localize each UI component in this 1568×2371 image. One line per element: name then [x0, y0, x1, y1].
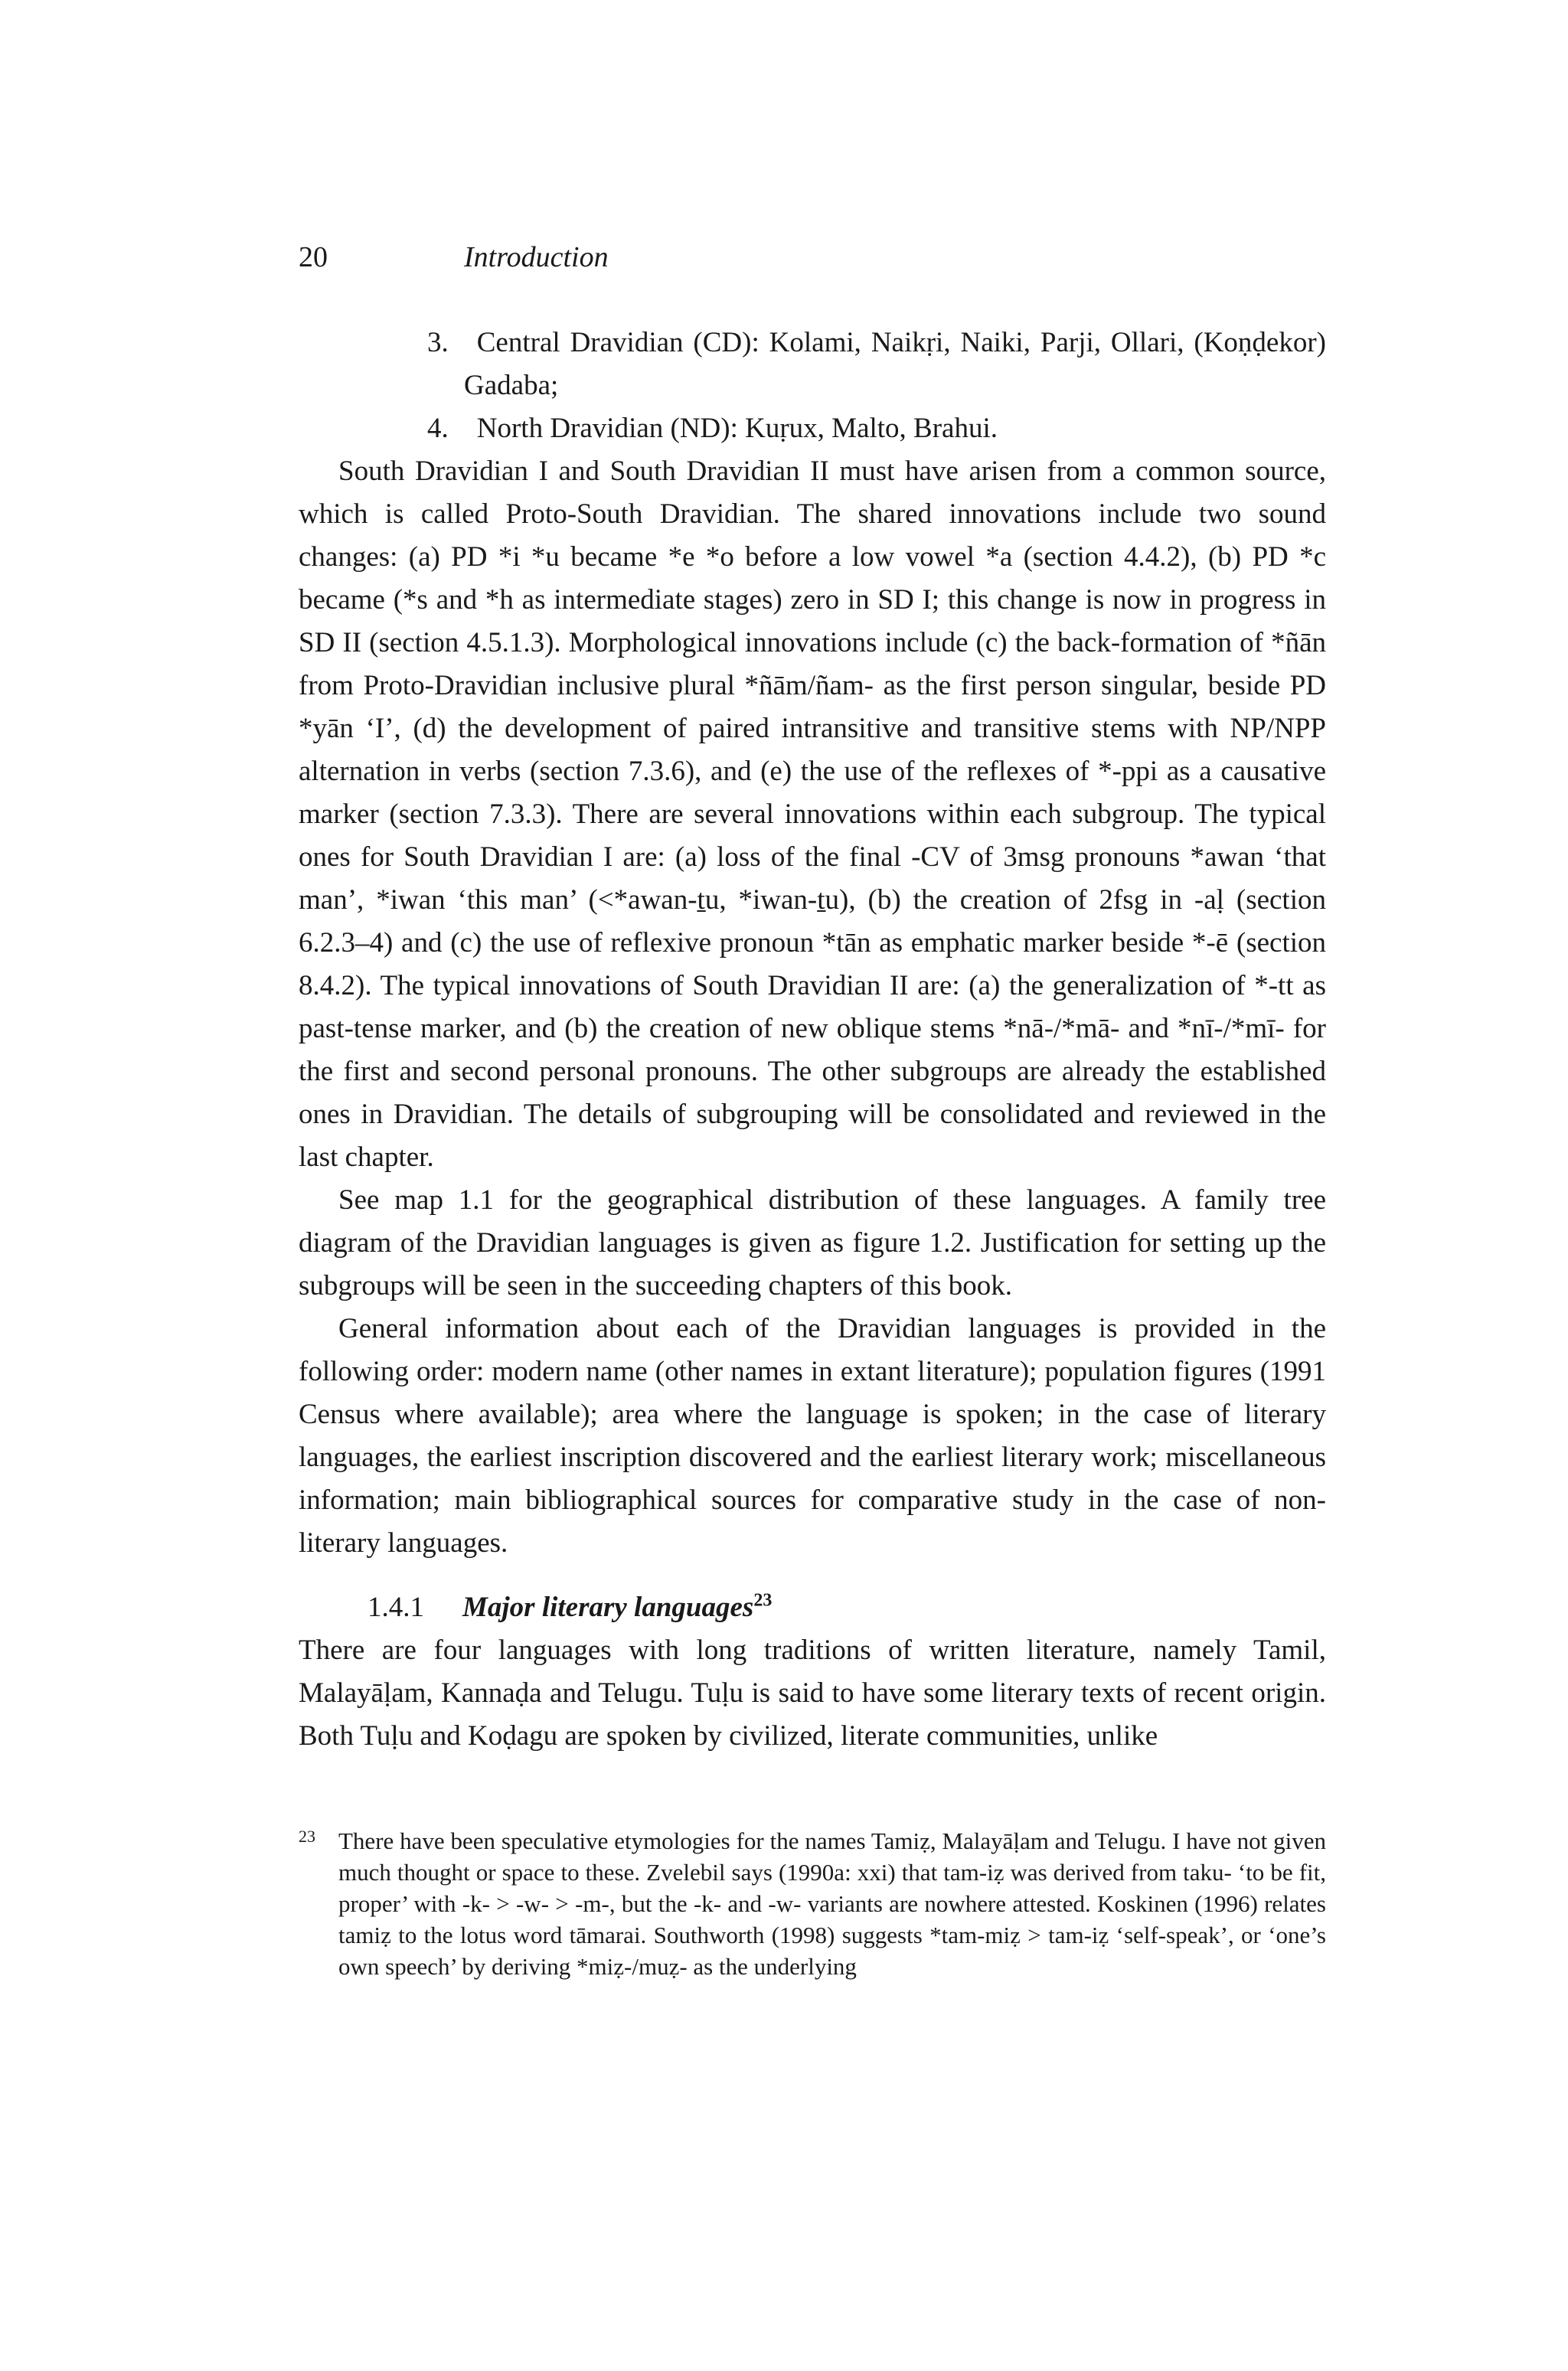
paragraph-map-reference: See map 1.1 for the geographical distribution of these languages. A family tree diagram of the Dravidian languages is given as figure 1.2. Justification for setting up the subgroups will be seen in the succeeding chapters of this book.: [299, 1184, 1326, 1301]
paragraph-general-information: General information about each of the Dravidian languages is provided in the following order: modern name (other names in extant literature); population figures (1991 Census where available); area where the language is spoken; in the case of literary languages, the earliest inscription discovered and the earliest literary work; miscellaneous information; main bibliographical sources for comparative study in the case of non-literary languages.: [299, 1313, 1326, 1559]
main-text: [299, 322, 1326, 1758]
footnote-text: There have been speculative etymologies for the names Tamiẓ, Malayāḷam and Telugu. I have not given much thought or space to these. Zvelebil says (1990a: xxi) that tam-iẓ was derived from taku- ‘to be fit, proper’ with -k- > -w- > -m-, but the -k- and -w- variants are nowhere attested. Koskinen (1996) relates tamiẓ to the lotus word tāmarai. Southworth (1998) suggests *tam-miẓ > tam-iẓ ‘self-speak’, or ‘one’s own speech’ by deriving *miẓ-/muẓ- as the underlying: [338, 1827, 1326, 1980]
footnote: [299, 1825, 1326, 1982]
paragraph-subgroup-innovations: [299, 450, 1326, 1179]
page-number: 20: [299, 241, 328, 273]
section-number: 1.4.1: [368, 1592, 424, 1623]
paragraph-1-text: South Dravidian I and South Dravidian II must have arisen from a common source, which is called Proto-South Dravidian. The shared innovations include two sound changes: (a) PD *i *u became *e *o before a low vowel *a (section 4.4.2), (b) PD *c became (*s and *h as intermediate stages) zero in SD I; this change is now in progress in SD II (section 4.5.1.3). Morphological innovations include (c) the back-formation of *ñān from Proto-Dravidian inclusive plural *ñām/ñam- as the first person singular, beside PD *yān ‘I’, (d) the development of paired intransitive and transitive stems with NP/NPP alternation in verbs (section 7.3.6), and (e) the use of the reflexes of *-ppi as a causative marker (section 7.3.3). There are several innovations within each subgroup. The typical ones for South Dravidian I are: (a) loss of the final -CV of 3msg pronouns *awan ‘that man’, *iwan ‘this man’ (<*awan-ṯu, *iwan-ṯu), (b) the creation of 2fsg in -aḷ (section 6.2.3–4) and (c) the use of reflexive pronoun *tān as emphatic marker beside *-ē (section 8.4.2). The typical innovations of South Dravidian II are: (a) the generalization of *-tt as past-tense marker, and (b) the creation of new oblique stems *nā-/*mā- and *nī-/*mī- for the first and second personal pronouns. The other subgroups are already the established ones in Dravidian. The details of subgrouping will be consolidated and reviewed in the last chapter.: [299, 456, 1326, 1173]
list-item-3: 3. Central Dravidian (CD): Kolami, Naikṛi, Naiki, Parji, Ollari, (Koṇḍekor) Gadaba;: [427, 327, 1326, 401]
paragraph-literary-languages: There are four languages with long traditions of written literature, namely Tamil, Malayāḷam, Kannaḍa and Telugu. Tuḷu is said to have some literary texts of recent origin. Both Tuḷu and Koḍagu are spoken by civilized, literate communities, unlike: [299, 1635, 1326, 1752]
list-item-4: 4. North Dravidian (ND): Kuṛux, Malto, Brahui.: [427, 413, 998, 444]
footnote-reference[interactable]: 23: [753, 1590, 773, 1611]
section-heading: [299, 1586, 1326, 1629]
footnote-mark: 23: [299, 1827, 315, 1846]
section-title: Major literary languages: [462, 1592, 754, 1623]
running-title: Introduction: [464, 241, 609, 273]
